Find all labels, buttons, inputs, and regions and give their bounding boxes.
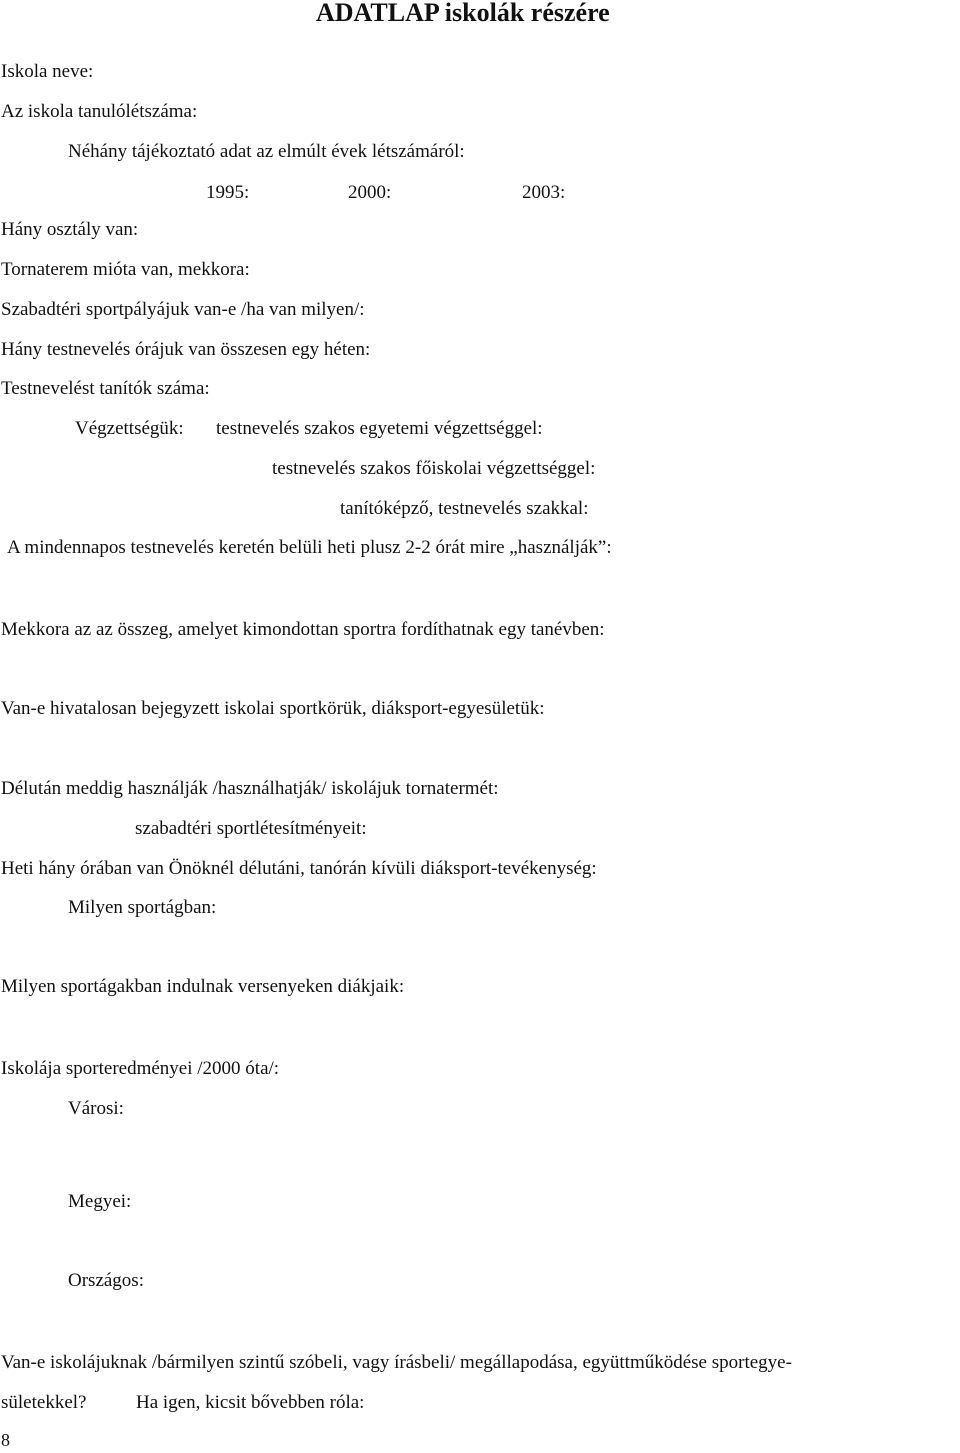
pe-teachers-label: Testnevelést tanítók száma: [1,378,210,399]
results-national-label: Országos: [68,1270,144,1291]
school-name-label: Iskola neve: [1,61,94,82]
outdoor-fields-label: Szabadtéri sportpályájuk van-e /ha van milyen/: [1,299,365,320]
results-county-label: Megyei: [68,1191,132,1212]
year-2003-label: 2003: [522,182,566,203]
gym-since-label: Tornaterem mióta van, mekkora: [1,259,250,280]
qualification-label: Végzettségük: [75,418,184,439]
weekly-activity-hours-label: Heti hány órában van Önöknél délutáni, tanórán kívüli diáksport-tevékenység: [1,858,597,879]
page-number: 8 [1,1430,10,1450]
afternoon-outdoor-label: szabadtéri sportlétesítményeit: [135,818,367,839]
student-count-label: Az iskola tanulólétszáma: [1,101,198,122]
agreements-label-line2: sületekkel? [1,1392,87,1413]
qualification-college-label: testnevelés szakos főiskolai végzettséggel: [272,458,596,479]
which-sports-label: Milyen sportágban: [68,897,217,918]
agreements-more-label: Ha igen, kicsit bővebben róla: [136,1392,365,1413]
agreements-label-line1: Van-e iskolájuknak /bármilyen szintű szóbeli, vagy írásbeli/ megállapodása, együttműködése sportegye- [1,1352,792,1373]
competition-sports-label: Milyen sportágakban indulnak versenyeken diákjaik: [1,976,405,997]
sport-budget-label: Mekkora az az összeg, amelyet kimondottan sportra fordíthatnak egy tanévben: [1,619,605,640]
form-title: ADATLAP iskolák részére [316,0,610,27]
sport-club-label: Van-e hivatalosan bejegyzett iskolai sportkörük, diáksport-egyesületük: [1,698,545,719]
class-count-label: Hány osztály van: [1,219,139,240]
results-city-label: Városi: [68,1098,124,1119]
qualification-university-label: testnevelés szakos egyetemi végzettséggel: [216,418,543,439]
year-2000-label: 2000: [348,182,392,203]
past-counts-intro: Néhány tájékoztató adat az elmúlt évek létszámáról: [68,141,465,162]
pe-hours-label: Hány testnevelés órájuk van összesen egy héten: [1,339,371,360]
daily-pe-label: A mindennapos testnevelés keretén belüli heti plusz 2-2 órát mire „használják”: [7,537,612,558]
year-1995-label: 1995: [206,182,250,203]
qualification-teacher-training-label: tanítóképző, testnevelés szakkal: [340,498,589,519]
results-since-label: Iskolája sporteredményei /2000 óta/: [1,1058,280,1079]
afternoon-gym-label: Délután meddig használják /használhatják/ iskolájuk tornatermét: [1,778,499,799]
